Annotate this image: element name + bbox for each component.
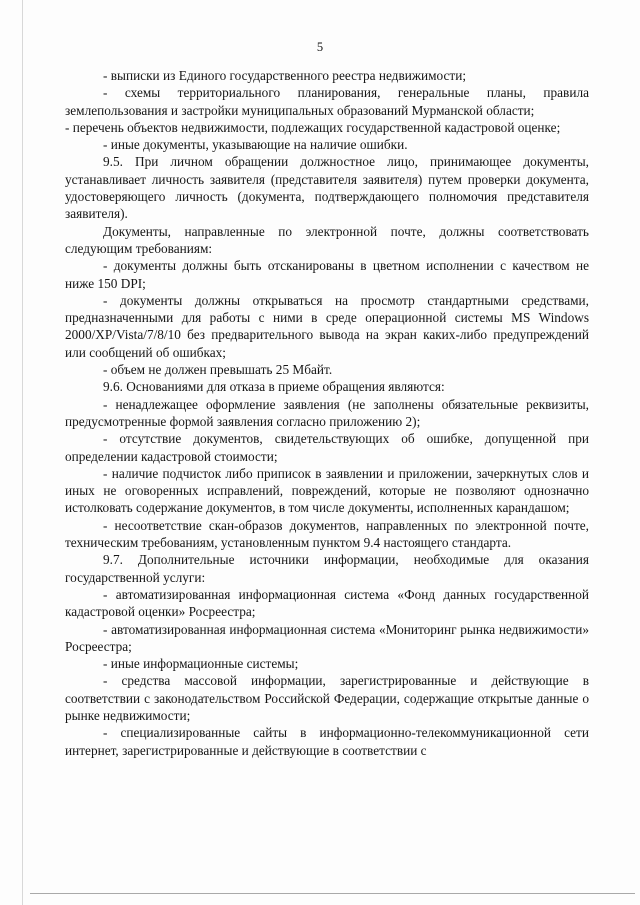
paragraph-ais-monitoring: - автоматизированная информационная система «Мониторинг рынка недвижимости» Росреестра;	[65, 621, 589, 654]
paragraph-specialized-sites: - специализированные сайты в информационно-телекоммуникационной сети интернет, зарегистрированные и действующие в соответствии с	[65, 725, 589, 758]
paragraph-open-standard: - документы должны открываться на просмотр стандартными средствами, предназначенными для работы с ними в среде операционной системы MS Windows 2000/XP/Vista/7/8/10 без предварительного вывода на экран каких-либо предупреждений или сообщений об ошибках;	[65, 292, 589, 360]
paragraph-mass-media: - средства массовой информации, зарегистрированные и действующие в соответствии с законодательством Российской Федерации, содержащие открытые данные о рынке недвижимости;	[65, 673, 589, 723]
paragraph-missing-docs: - отсутствие документов, свидетельствующих об ошибке, допущенной при определении кадастровой стоимости;	[65, 431, 589, 464]
paragraph-other-systems: - иные информационные системы;	[103, 656, 299, 672]
paragraph-9-7: 9.7. Дополнительные источники информации, необходимые для оказания государственной услуги:	[65, 552, 589, 585]
paragraph-improper-form: - ненадлежащее оформление заявления (не заполнены обязательные реквизиты, предусмотренные формой заявления согласно приложению 2);	[65, 396, 589, 429]
paragraph-planning-schemes: - схемы территориального планирования, генеральные планы, правила землепользования и застройки муниципальных образований Мурманской области;	[65, 85, 589, 118]
paragraph-email-docs: Документы, направленные по электронной почте, должны соответствовать следующим требованиям:	[65, 223, 589, 256]
document-body	[65, 67, 589, 759]
page-number: 5	[316, 40, 324, 54]
paragraph-extracts: - выписки из Единого государственного реестра недвижимости;	[103, 68, 467, 83]
paragraph-other-docs: - иные документы, указывающие на наличие ошибки.	[103, 137, 408, 153]
paragraph-scan-quality: - документы должны быть отсканированы в цветном исполнении с качеством не ниже 150 DPI;	[65, 258, 589, 291]
paragraph-ais-fund: - автоматизированная информационная система «Фонд данных государственной кадастровой оценки» Росреестра;	[65, 586, 589, 620]
paragraph-property-list: - перечень объектов недвижимости, подлежащих государственной кадастровой оценке;	[65, 119, 561, 135]
paragraph-9-5: 9.5. При личном обращении должностное лицо, принимающее документы, устанавливает личность заявителя (представителя заявителя) путем проверки документа, удостоверяющего личность (документа, подтверждающего полномочия представителя заявителя).	[65, 154, 589, 222]
scan-edge-bottom	[30, 893, 635, 894]
paragraph-scan-mismatch: - несоответствие скан-образов документов, направленных по электронной почте, техническим требованиям, установленным пунктом 9.4 настоящего стандарта.	[65, 517, 589, 551]
paragraph-size-limit: - объем не должен превышать 25 Мбайт.	[103, 362, 333, 378]
paragraph-erasures: - наличие подчисток либо приписок в заявлении и приложении, зачеркнутых слов и иных не оговоренных исправлений, повреждений, которые не позволяют однозначно истолковать содержание документов, в том числе документы, исполненных карандашом;	[65, 465, 589, 516]
scan-edge-left	[22, 0, 23, 905]
paragraph-9-6: 9.6. Основаниями для отказа в приеме обращения являются:	[103, 379, 445, 395]
